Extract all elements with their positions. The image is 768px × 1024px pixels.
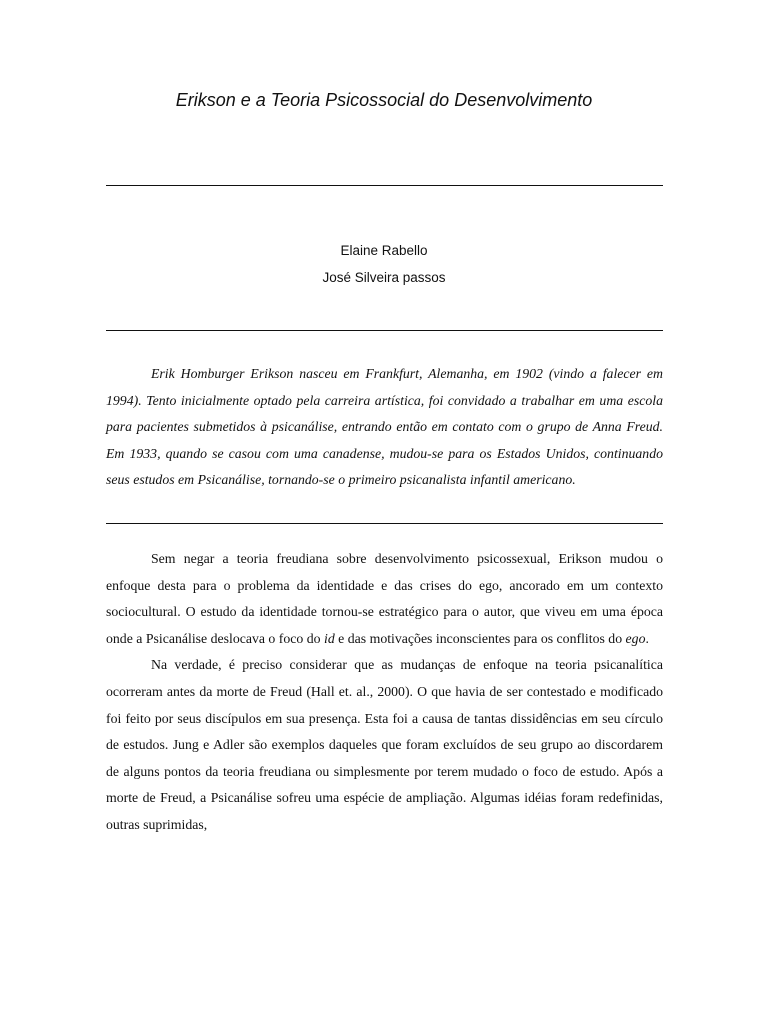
author-name-1: Elaine Rabello (340, 243, 428, 258)
paragraph-1-text-c: . (645, 630, 649, 646)
paragraph-1-italic-ego: ego (625, 630, 646, 646)
horizontal-rule-middle (106, 330, 663, 331)
body-paragraph-2: Na verdade, é preciso considerar que as mudanças de enfoque na teoria psicanalítica ocorreram antes da morte de Freud (Hall et. al., 2000). O que havia de ser contestado e modificado foi feito por seus discípulos em sua presença. Esta foi a causa de tantas dissidências em seu círculo de estudos. Jung e Adler são exemplos daqueles que foram excluídos de seu grupo ao discordarem de alguns pontos da teoria freudiana ou simplesmente por terem mudado o foco de estudo. Após a morte de Freud, a Psicanálise sofreu uma espécie de ampliação. Algumas idéias foram redefinidas, outras suprimidas, (106, 657, 663, 832)
paragraph-1-text-b: e das motivações inconscientes para os conflitos do (334, 630, 626, 646)
horizontal-rule-bottom (106, 523, 663, 524)
horizontal-rule-top (106, 185, 663, 186)
document-title: Erikson e a Teoria Psicossocial do Desenvolvimento (175, 90, 593, 110)
body-paragraph-1 (106, 546, 663, 652)
author-name-2: José Silveira passos (322, 270, 446, 285)
abstract-paragraph: Erik Homburger Erikson nasceu em Frankfurt, Alemanha, em 1902 (vindo a falecer em 1994). Tento inicialmente optado pela carreira artística, foi convidado a trabalhar em uma escola para pacientes submetidos à psicanálise, entrando então em contato com o grupo de Anna Freud. Em 1933, quando se casou com uma canadense, mudou-se para os Estados Unidos, continuando seus estudos em Psicanálise, tornando-se o primeiro psicanalista infantil americano. (106, 366, 663, 487)
paragraph-1-italic-id: id (324, 630, 335, 646)
paragraph-1-text-a: Sem negar a teoria freudiana sobre desenvolvimento psicossexual, Erikson mudou o enfoque desta para o problema da identidade e das crises do ego, ancorado em um contexto sociocultural. O estudo da identidade tornou-se estratégico para o autor, que viveu em uma época onde a Psicanálise deslocava o foco do (106, 551, 663, 646)
body-text (106, 546, 663, 839)
